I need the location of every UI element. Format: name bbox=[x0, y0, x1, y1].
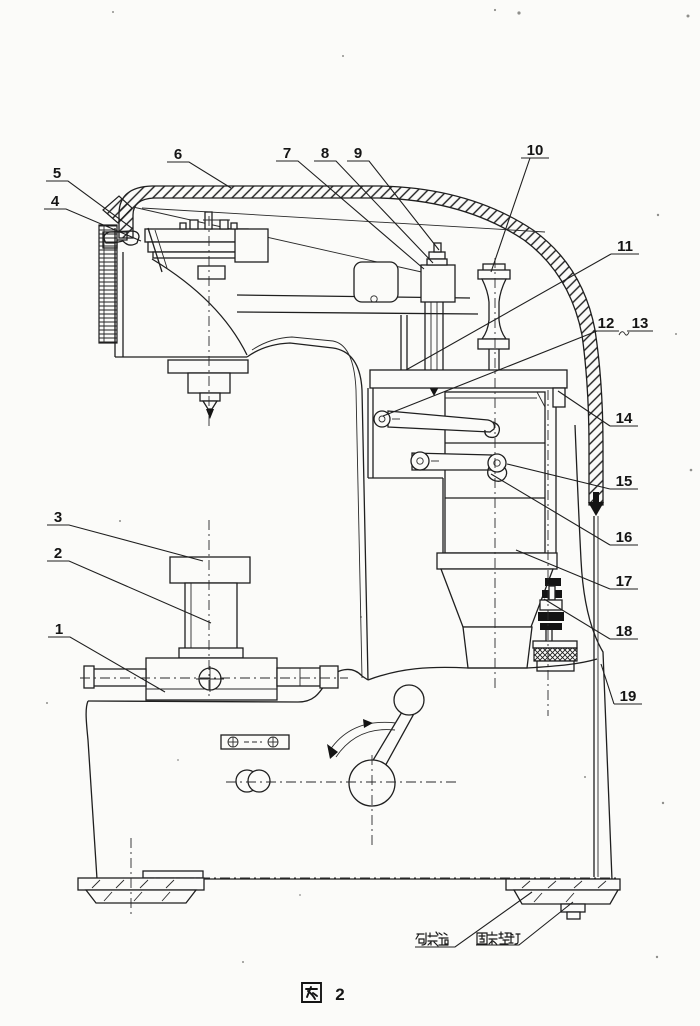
svg-text:包装箱: 包装箱 bbox=[419, 936, 449, 947]
lever-shaft bbox=[372, 710, 416, 768]
lever-ball-knob bbox=[394, 685, 424, 715]
svg-text:12: 12 bbox=[597, 315, 615, 332]
svg-text:19: 19 bbox=[619, 688, 637, 705]
indenter-tip bbox=[206, 409, 214, 419]
callout-7 bbox=[276, 145, 424, 269]
svg-text:图: 图 bbox=[305, 991, 315, 1002]
body-right-edge bbox=[575, 425, 612, 880]
svg-text:1: 1 bbox=[54, 621, 64, 638]
svg-text:14: 14 bbox=[615, 410, 633, 427]
svg-text:7: 7 bbox=[282, 145, 292, 162]
housing-top-plate bbox=[370, 370, 567, 388]
callout-19 bbox=[601, 664, 642, 705]
svg-text:8: 8 bbox=[320, 145, 330, 162]
callout-6 bbox=[167, 146, 231, 188]
beam-end-block bbox=[235, 229, 268, 262]
svg-text:18: 18 bbox=[615, 623, 633, 640]
callout-8 bbox=[314, 145, 433, 263]
svg-text:9: 9 bbox=[353, 145, 363, 162]
hanger-weight bbox=[478, 264, 510, 383]
svg-text:3: 3 bbox=[53, 509, 63, 526]
stack-flange bbox=[437, 553, 557, 569]
svg-text:2: 2 bbox=[53, 545, 63, 562]
svg-text:16: 16 bbox=[615, 529, 633, 546]
hopper-spout bbox=[463, 627, 532, 668]
indenter-assembly bbox=[168, 360, 248, 419]
annotation-fixing-screw bbox=[476, 902, 573, 945]
left-foot bbox=[78, 878, 204, 890]
caption-number: 2 bbox=[335, 985, 345, 1004]
elevating-screw bbox=[185, 583, 237, 653]
beam-plate bbox=[145, 229, 248, 242]
figure-caption bbox=[302, 983, 345, 1004]
svg-text:11: 11 bbox=[617, 238, 633, 255]
handle-left bbox=[88, 669, 146, 686]
svg-text:15: 15 bbox=[615, 473, 633, 490]
operating-lever bbox=[327, 685, 424, 806]
svg-text:固定螺钉: 固定螺钉 bbox=[477, 934, 517, 945]
anvil-assembly bbox=[84, 557, 338, 700]
svg-text:4: 4 bbox=[50, 193, 60, 210]
svg-text:5: 5 bbox=[52, 165, 62, 182]
spindle-guide bbox=[198, 266, 225, 279]
callout-3 bbox=[47, 509, 203, 561]
svg-text:13: 13 bbox=[631, 315, 649, 332]
right-foot bbox=[506, 879, 620, 890]
hopper bbox=[441, 569, 553, 627]
boss bbox=[248, 770, 270, 792]
damper-pad bbox=[534, 648, 577, 661]
svg-text:6: 6 bbox=[173, 146, 183, 163]
anvil-table bbox=[170, 557, 250, 583]
cord-fitting bbox=[588, 502, 604, 516]
plate-bolts bbox=[180, 212, 237, 229]
svg-text:17: 17 bbox=[615, 573, 633, 590]
svg-text:10: 10 bbox=[526, 142, 544, 159]
adjust-block bbox=[421, 265, 455, 302]
